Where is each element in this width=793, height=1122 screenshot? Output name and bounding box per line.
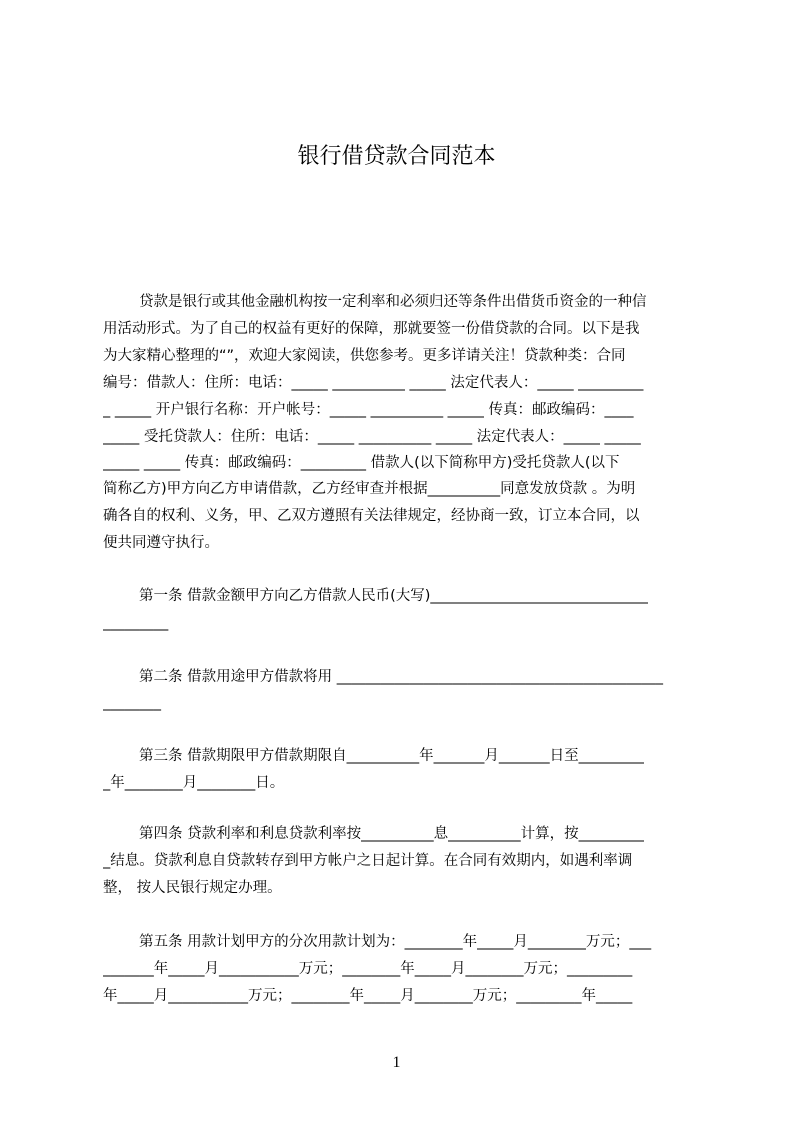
intro-line: 贷款是银行或其他金融机构按一定利率和必须归还等条件出借货币资金的一种信 [139,294,647,310]
art3-line: _年________月________日。 [103,775,285,791]
intro-line: 简称乙方)甲方向乙方申请借款，乙方经审查并根据__________同意发放贷款 。为明 [103,481,636,497]
art4-line: 整， 按人民银行规定办理。 [103,880,282,896]
intro-line: _ _____ 开户银行名称：开户帐号：_____ __________ _____ 传真：邮政编码：____ [103,402,634,418]
intro-line: 为大家精心整理的“”，欢迎大家阅读，供您参考。更多详请关注！贷款种类：合同 [103,348,626,364]
page-number: 1 [392,1054,401,1071]
intro-line: _____ 受托贷款人：住所：电话：_____ __________ _____ 法定代表人：_____ _____ [103,429,641,445]
art5-line: 年_____月___________万元；________年_____月________万元；_________年_____ [103,988,633,1004]
art4-line: 第四条 贷款利率和利息贷款利率按__________息__________计算，按_________ [139,826,644,842]
intro-line: 用活动形式。为了自己的权益有更好的保障，那就要签一份借贷款的合同。以下是我 [103,321,640,337]
art2-line: ________ [103,695,161,711]
intro-line: 编号：借款人：住所：电话：_____ __________ _____ 法定代表人：_____ _________ [103,375,644,391]
document-title: 银行借贷款合同范本 [297,144,496,169]
art5-line: _______年_____月___________万元；________年_____月________万元；_________ [103,961,633,977]
art1-line: 第一条 借款金额甲方向乙方借款人民币(大写)______________________________ [139,588,648,604]
art1-line: _________ [103,615,169,631]
art3-line: 第三条 借款期限甲方借款期限自__________年_______月_______日至_________ [139,748,644,764]
intro-line: _____ _____ 传真：邮政编码：_________ 借款人(以下简称甲方)受托贷款人(以下 [103,455,620,471]
intro-line: 便共同遵守执行。 [103,535,219,551]
art5-line: 第五条 用款计划甲方的分次用款计划为：________年_____月________万元；___ [139,934,652,950]
art2-line: 第二条 借款用途甲方借款将用 _____________________________________________ [139,669,663,685]
art4-line: _结息。贷款利息自贷款转存到甲方帐户之日起计算。在合同有效期内，如遇利率调 [103,853,633,869]
intro-line: 确各自的权利、义务，甲、乙双方遵照有关法律规定，经协商一致，订立本合同，以 [103,508,640,524]
